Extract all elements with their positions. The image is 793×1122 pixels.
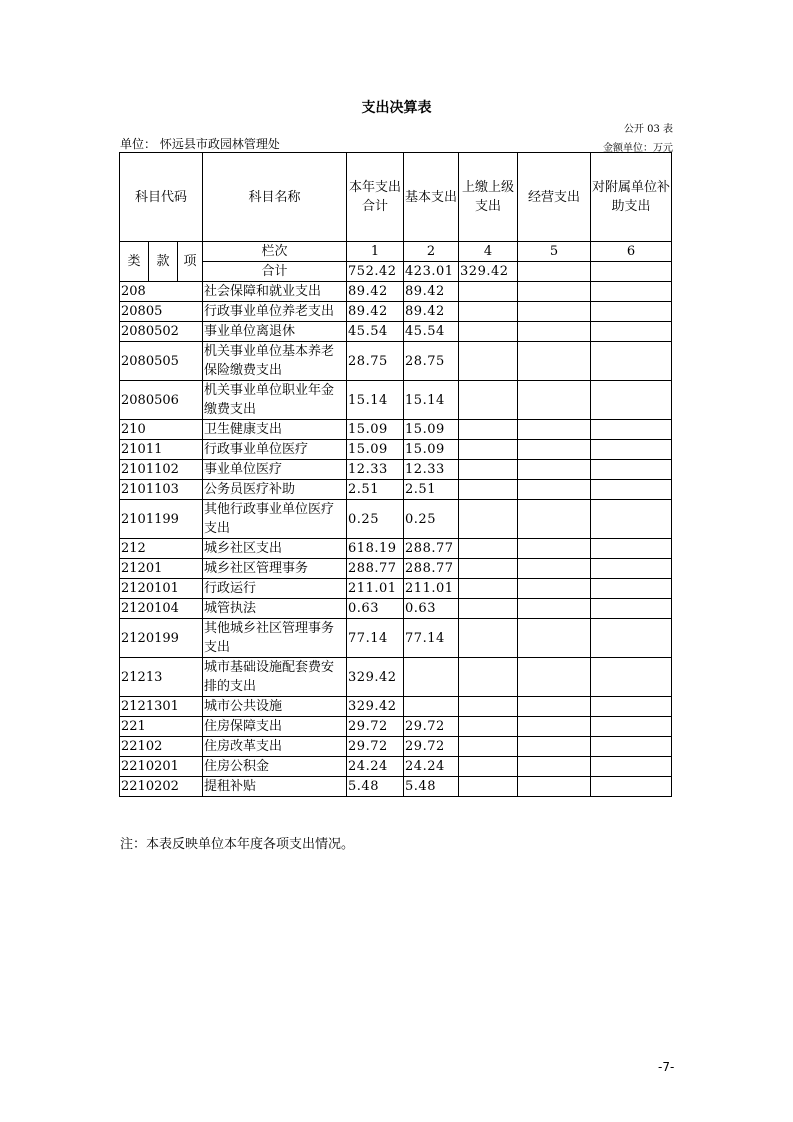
row-upper bbox=[459, 717, 518, 737]
row-upper bbox=[459, 322, 518, 342]
header-upper: 上缴上级支出 bbox=[459, 153, 518, 242]
header-subsidy: 对附属单位补助支出 bbox=[591, 153, 672, 242]
row-subsidy bbox=[591, 539, 672, 559]
row-code: 2120104 bbox=[120, 599, 203, 619]
row-code: 22102 bbox=[120, 737, 203, 757]
row-basic: 89.42 bbox=[404, 302, 459, 322]
row-name: 行政事业单位养老支出 bbox=[203, 302, 347, 322]
header-total: 本年支出合计 bbox=[347, 153, 404, 242]
row-upper bbox=[459, 381, 518, 420]
row-business bbox=[518, 559, 591, 579]
header-basic: 基本支出 bbox=[404, 153, 459, 242]
row-subsidy bbox=[591, 381, 672, 420]
row-subsidy bbox=[591, 440, 672, 460]
row-name: 行政事业单位医疗 bbox=[203, 440, 347, 460]
table-row bbox=[120, 599, 672, 619]
total-row bbox=[120, 262, 672, 282]
row-code: 21213 bbox=[120, 658, 203, 697]
header-row bbox=[120, 153, 672, 242]
column-number: 4 bbox=[459, 242, 518, 262]
row-name: 机关事业单位职业年金缴费支出 bbox=[203, 381, 347, 420]
row-subsidy bbox=[591, 777, 672, 797]
row-business bbox=[518, 579, 591, 599]
row-name: 其他行政事业单位医疗支出 bbox=[203, 500, 347, 539]
row-name: 事业单位离退休 bbox=[203, 322, 347, 342]
row-total: 29.72 bbox=[347, 717, 404, 737]
row-upper bbox=[459, 342, 518, 381]
header-business: 经营支出 bbox=[518, 153, 591, 242]
table-row bbox=[120, 322, 672, 342]
page-title: 支出决算表 bbox=[361, 100, 432, 116]
row-total: 2.51 bbox=[347, 480, 404, 500]
row-name: 城管执法 bbox=[203, 599, 347, 619]
table-row bbox=[120, 717, 672, 737]
row-basic: 15.09 bbox=[404, 440, 459, 460]
row-business bbox=[518, 282, 591, 302]
row-upper bbox=[459, 559, 518, 579]
row-business bbox=[518, 381, 591, 420]
row-upper bbox=[459, 480, 518, 500]
table-row bbox=[120, 480, 672, 500]
row-basic: 211.01 bbox=[404, 579, 459, 599]
row-upper bbox=[459, 302, 518, 322]
row-basic: 24.24 bbox=[404, 757, 459, 777]
row-upper bbox=[459, 500, 518, 539]
row-name: 城市公共设施 bbox=[203, 697, 347, 717]
row-subsidy bbox=[591, 658, 672, 697]
unit-label: 单位： 怀远县市政园林管理处 bbox=[120, 137, 280, 151]
table-row bbox=[120, 658, 672, 697]
row-name: 城市基础设施配套费安排的支出 bbox=[203, 658, 347, 697]
row-basic: 12.33 bbox=[404, 460, 459, 480]
row-basic: 29.72 bbox=[404, 737, 459, 757]
sub-header-lanci: 栏次 bbox=[203, 242, 347, 262]
row-code: 2101103 bbox=[120, 480, 203, 500]
row-code: 212 bbox=[120, 539, 203, 559]
row-code: 208 bbox=[120, 282, 203, 302]
table-row bbox=[120, 460, 672, 480]
row-basic: 5.48 bbox=[404, 777, 459, 797]
row-code: 2121301 bbox=[120, 697, 203, 717]
row-basic: 45.54 bbox=[404, 322, 459, 342]
row-basic: 288.77 bbox=[404, 559, 459, 579]
row-code: 2080502 bbox=[120, 322, 203, 342]
row-business bbox=[518, 757, 591, 777]
row-name: 事业单位医疗 bbox=[203, 460, 347, 480]
row-code: 20805 bbox=[120, 302, 203, 322]
page-number: -7- bbox=[658, 1060, 675, 1074]
row-basic: 2.51 bbox=[404, 480, 459, 500]
row-code: 2080505 bbox=[120, 342, 203, 381]
row-upper bbox=[459, 420, 518, 440]
row-name: 机关事业单位基本养老保险缴费支出 bbox=[203, 342, 347, 381]
row-business bbox=[518, 619, 591, 658]
row-total: 211.01 bbox=[347, 579, 404, 599]
row-basic: 0.25 bbox=[404, 500, 459, 539]
table-row bbox=[120, 757, 672, 777]
row-total: 89.42 bbox=[347, 282, 404, 302]
row-code: 221 bbox=[120, 717, 203, 737]
row-business bbox=[518, 599, 591, 619]
table-row bbox=[120, 539, 672, 559]
row-name: 城乡社区支出 bbox=[203, 539, 347, 559]
row-upper bbox=[459, 440, 518, 460]
row-upper bbox=[459, 460, 518, 480]
table-row bbox=[120, 737, 672, 757]
table-row bbox=[120, 342, 672, 381]
column-number: 5 bbox=[518, 242, 591, 262]
row-code: 21201 bbox=[120, 559, 203, 579]
row-basic: 15.09 bbox=[404, 420, 459, 440]
row-total: 288.77 bbox=[347, 559, 404, 579]
row-upper bbox=[459, 619, 518, 658]
row-total: 15.09 bbox=[347, 440, 404, 460]
row-name: 住房改革支出 bbox=[203, 737, 347, 757]
row-code: 2210202 bbox=[120, 777, 203, 797]
row-upper bbox=[459, 539, 518, 559]
row-total: 618.19 bbox=[347, 539, 404, 559]
row-name: 卫生健康支出 bbox=[203, 420, 347, 440]
table-row bbox=[120, 302, 672, 322]
total-business bbox=[518, 262, 591, 282]
row-upper bbox=[459, 777, 518, 797]
table-row bbox=[120, 440, 672, 460]
row-total: 15.14 bbox=[347, 381, 404, 420]
row-code: 21011 bbox=[120, 440, 203, 460]
row-business bbox=[518, 342, 591, 381]
row-total: 0.25 bbox=[347, 500, 404, 539]
table-row bbox=[120, 777, 672, 797]
row-business bbox=[518, 420, 591, 440]
row-business bbox=[518, 480, 591, 500]
table-row bbox=[120, 500, 672, 539]
row-upper bbox=[459, 282, 518, 302]
row-business bbox=[518, 460, 591, 480]
row-total: 15.09 bbox=[347, 420, 404, 440]
row-name: 城乡社区管理事务 bbox=[203, 559, 347, 579]
row-business bbox=[518, 737, 591, 757]
column-number: 2 bbox=[404, 242, 459, 262]
row-basic: 288.77 bbox=[404, 539, 459, 559]
total-subsidy bbox=[591, 262, 672, 282]
row-basic bbox=[404, 658, 459, 697]
row-upper bbox=[459, 737, 518, 757]
column-number: 6 bbox=[591, 242, 672, 262]
row-total: 329.42 bbox=[347, 658, 404, 697]
row-subsidy bbox=[591, 302, 672, 322]
table-row bbox=[120, 697, 672, 717]
row-upper bbox=[459, 658, 518, 697]
row-total: 77.14 bbox=[347, 619, 404, 658]
row-code: 210 bbox=[120, 420, 203, 440]
row-subsidy bbox=[591, 757, 672, 777]
row-subsidy bbox=[591, 619, 672, 658]
row-name: 住房保障支出 bbox=[203, 717, 347, 737]
row-subsidy bbox=[591, 599, 672, 619]
row-total: 0.63 bbox=[347, 599, 404, 619]
row-basic: 89.42 bbox=[404, 282, 459, 302]
row-business bbox=[518, 440, 591, 460]
row-basic: 29.72 bbox=[404, 717, 459, 737]
table-row bbox=[120, 559, 672, 579]
row-total: 29.72 bbox=[347, 737, 404, 757]
form-number: 公开 03 表 bbox=[623, 124, 673, 135]
row-name: 社会保障和就业支出 bbox=[203, 282, 347, 302]
row-business bbox=[518, 717, 591, 737]
row-subsidy bbox=[591, 282, 672, 302]
total-label: 合计 bbox=[203, 262, 347, 282]
row-subsidy bbox=[591, 420, 672, 440]
row-subsidy bbox=[591, 322, 672, 342]
table-row bbox=[120, 619, 672, 658]
row-subsidy bbox=[591, 737, 672, 757]
row-total: 12.33 bbox=[347, 460, 404, 480]
column-number: 1 bbox=[347, 242, 404, 262]
row-upper bbox=[459, 757, 518, 777]
table-note: 注：本表反映单位本年度各项支出情况。 bbox=[120, 837, 355, 852]
row-name: 公务员医疗补助 bbox=[203, 480, 347, 500]
header-code: 科目代码 bbox=[120, 153, 203, 242]
row-subsidy bbox=[591, 559, 672, 579]
row-total: 5.48 bbox=[347, 777, 404, 797]
total-amount: 752.42 bbox=[347, 262, 404, 282]
amount-unit-label: 金额单位：万元 bbox=[603, 143, 673, 154]
row-name: 行政运行 bbox=[203, 579, 347, 599]
row-basic: 28.75 bbox=[404, 342, 459, 381]
row-subsidy bbox=[591, 342, 672, 381]
row-subsidy bbox=[591, 579, 672, 599]
row-total: 45.54 bbox=[347, 322, 404, 342]
row-total: 329.42 bbox=[347, 697, 404, 717]
row-business bbox=[518, 500, 591, 539]
row-business bbox=[518, 777, 591, 797]
row-basic: 0.63 bbox=[404, 599, 459, 619]
row-basic bbox=[404, 697, 459, 717]
total-upper: 329.42 bbox=[459, 262, 518, 282]
row-code: 2101102 bbox=[120, 460, 203, 480]
sub-header-xiang: 项 bbox=[178, 242, 203, 282]
row-subsidy bbox=[591, 697, 672, 717]
sub-header-lei: 类 bbox=[120, 242, 149, 282]
row-business bbox=[518, 697, 591, 717]
row-basic: 15.14 bbox=[404, 381, 459, 420]
row-business bbox=[518, 539, 591, 559]
row-subsidy bbox=[591, 717, 672, 737]
expenditure-table bbox=[119, 152, 672, 797]
table-row bbox=[120, 579, 672, 599]
row-upper bbox=[459, 579, 518, 599]
sub-header-kuan: 款 bbox=[149, 242, 178, 282]
row-total: 89.42 bbox=[347, 302, 404, 322]
row-basic: 77.14 bbox=[404, 619, 459, 658]
table-row bbox=[120, 420, 672, 440]
row-subsidy bbox=[591, 480, 672, 500]
row-upper bbox=[459, 599, 518, 619]
row-code: 2080506 bbox=[120, 381, 203, 420]
total-basic: 423.01 bbox=[404, 262, 459, 282]
row-name: 住房公积金 bbox=[203, 757, 347, 777]
row-business bbox=[518, 302, 591, 322]
row-upper bbox=[459, 697, 518, 717]
row-subsidy bbox=[591, 500, 672, 539]
row-total: 28.75 bbox=[347, 342, 404, 381]
row-code: 2210201 bbox=[120, 757, 203, 777]
table-row bbox=[120, 381, 672, 420]
row-business bbox=[518, 322, 591, 342]
row-total: 24.24 bbox=[347, 757, 404, 777]
row-name: 其他城乡社区管理事务支出 bbox=[203, 619, 347, 658]
header-name: 科目名称 bbox=[203, 153, 347, 242]
row-code: 2101199 bbox=[120, 500, 203, 539]
table-row bbox=[120, 282, 672, 302]
row-code: 2120199 bbox=[120, 619, 203, 658]
row-business bbox=[518, 658, 591, 697]
row-name: 提租补贴 bbox=[203, 777, 347, 797]
row-code: 2120101 bbox=[120, 579, 203, 599]
row-subsidy bbox=[591, 460, 672, 480]
column-number-row bbox=[120, 242, 672, 262]
